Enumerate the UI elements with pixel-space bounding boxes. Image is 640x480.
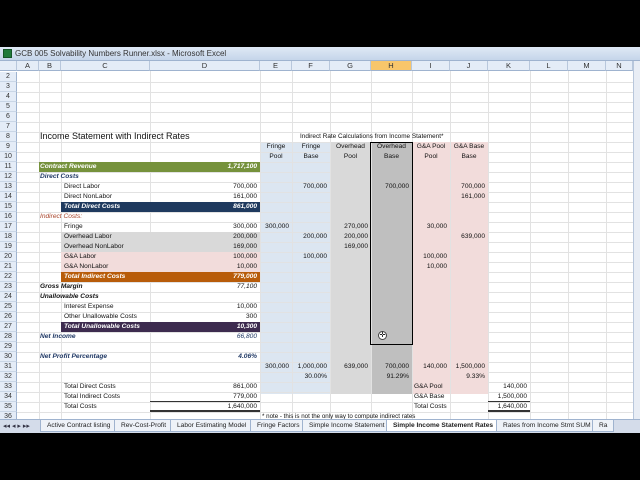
overhead-nonlabor-value[interactable]: 169,000 <box>233 243 257 250</box>
calc-cell[interactable]: 10,000 <box>426 263 447 270</box>
title-bar <box>0 47 640 61</box>
sheet-tab[interactable]: Labor Estimating Model <box>170 420 253 432</box>
interest-expense-value[interactable]: 10,000 <box>236 303 257 310</box>
hdr-overhead-pool-2: Pool <box>343 153 358 160</box>
row-header[interactable]: 15 <box>0 202 17 212</box>
total-indirect-value[interactable]: 779,000 <box>233 273 257 280</box>
hdr-overhead-base: Overhead <box>377 143 406 150</box>
gross-margin-value[interactable]: 77,100 <box>236 283 257 290</box>
column-header[interactable]: B <box>39 61 61 71</box>
indirect-costs-heading[interactable]: Indirect Costs: <box>40 213 83 220</box>
row-header[interactable]: 8 <box>0 132 17 142</box>
column-header[interactable]: N <box>606 61 633 71</box>
totals-ga-pool-value[interactable]: 140,000 <box>503 383 527 390</box>
calc-cell[interactable]: 300,000 <box>265 223 289 230</box>
column-header[interactable]: I <box>412 61 450 71</box>
hdr-fringe-base: Fringe <box>301 143 321 150</box>
direct-nonlabor-value[interactable]: 161,000 <box>233 193 257 200</box>
hdr-ga-pool-2: Pool <box>424 153 438 160</box>
calc-cell[interactable]: 30,000 <box>426 223 447 230</box>
row-header[interactable]: 5 <box>0 102 17 112</box>
row-header[interactable]: 19 <box>0 242 17 252</box>
row-header[interactable]: 25 <box>0 302 17 312</box>
ga-labor-label[interactable]: G&A Labor <box>64 253 97 260</box>
row-header[interactable]: 30 <box>0 352 17 362</box>
row-header[interactable]: 11 <box>0 162 17 172</box>
row-header[interactable]: 13 <box>0 182 17 192</box>
totals-direct-value[interactable]: 861,000 <box>233 383 257 390</box>
totals-costs-value[interactable]: 1,640,000 <box>150 402 260 412</box>
hdr-ga-pool: G&A Pool <box>416 143 446 150</box>
hdr-fringe-pool: Fringe <box>266 143 286 150</box>
column-header[interactable]: J <box>450 61 488 71</box>
hdr-ga-base: G&A Base <box>453 143 485 150</box>
calc-cell[interactable]: 161,000 <box>461 193 485 200</box>
excel-window <box>0 47 640 433</box>
net-profit-pct-value[interactable]: 4.06% <box>238 353 257 360</box>
ga-nonlabor-label[interactable]: G&A NonLabor <box>64 263 109 270</box>
calc-heading: Indirect Rate Calculations from Income Statement* <box>300 133 444 140</box>
hdr-overhead-pool: Overhead <box>336 143 365 150</box>
calc-sum[interactable]: 140,000 <box>423 363 447 370</box>
row-header[interactable]: 31 <box>0 362 17 372</box>
column-header[interactable]: A <box>17 61 39 71</box>
row-header[interactable]: 32 <box>0 372 17 382</box>
row-header[interactable]: 14 <box>0 192 17 202</box>
column-header[interactable]: F <box>292 61 330 71</box>
column-header[interactable]: L <box>530 61 568 71</box>
column-header-selected[interactable]: H <box>371 61 412 71</box>
footnote: * note - this is not the only way to compute indirect rates <box>262 413 416 419</box>
sheet-tab[interactable]: Ra <box>592 420 614 432</box>
totals-ga-pool-label[interactable]: G&A Pool <box>414 383 443 390</box>
row-header[interactable]: 21 <box>0 262 17 272</box>
hdr-overhead-base-2: Base <box>383 153 400 160</box>
gross-margin-label[interactable]: Gross Margin <box>40 283 83 290</box>
row-header[interactable]: 29 <box>0 342 17 352</box>
row-header[interactable]: 12 <box>0 172 17 182</box>
spreadsheet-grid[interactable] <box>0 61 640 419</box>
fringe-band <box>260 142 330 394</box>
calc-cell[interactable]: 100,000 <box>303 253 327 260</box>
calc-cell[interactable]: 169,000 <box>344 243 368 250</box>
totals-ga-base-label[interactable]: G&A Base <box>414 393 445 400</box>
tab-nav-arrows-icon[interactable]: ◂◂ ◂ ▸ ▸▸ <box>3 423 30 430</box>
row-header[interactable]: 3 <box>0 82 17 92</box>
calc-cell[interactable]: 270,000 <box>344 223 368 230</box>
window-title: GCB 005 Solvability Numbers Runner.xlsx - Microsoft Excel <box>15 49 227 58</box>
fringe-value[interactable]: 300,000 <box>233 223 257 230</box>
calc-cell[interactable]: 700,000 <box>385 183 409 190</box>
row-header[interactable]: 9 <box>0 142 17 152</box>
row-header[interactable]: 18 <box>0 232 17 242</box>
totals-costs-r-value[interactable]: 1,640,000 <box>488 402 530 412</box>
total-unallowable-value[interactable]: 10,300 <box>236 323 257 330</box>
totals-indirect-value[interactable]: 779,000 <box>150 392 260 402</box>
row-header[interactable]: 22 <box>0 272 17 282</box>
calc-sum[interactable]: 1,000,000 <box>297 363 327 370</box>
ga-labor-value[interactable]: 100,000 <box>233 253 257 260</box>
row-header[interactable]: 23 <box>0 282 17 292</box>
row-header[interactable]: 33 <box>0 382 17 392</box>
sheet-title: Income Statement with Indirect Rates <box>40 131 190 141</box>
column-header[interactable]: M <box>568 61 606 71</box>
row-header[interactable]: 6 <box>0 112 17 122</box>
total-direct-label[interactable]: Total Direct Costs <box>64 203 121 210</box>
row-header[interactable]: 16 <box>0 212 17 222</box>
direct-labor-label[interactable]: Direct Labor <box>64 183 100 190</box>
column-header[interactable]: D <box>150 61 260 71</box>
overhead-rate[interactable]: 91.29% <box>386 373 409 380</box>
column-header[interactable]: K <box>488 61 530 71</box>
row-header[interactable]: 27 <box>0 322 17 332</box>
totals-direct-label[interactable]: Total Direct Costs <box>64 383 116 390</box>
row-header[interactable]: 7 <box>0 122 17 132</box>
total-direct-value[interactable]: 861,000 <box>233 203 257 210</box>
direct-labor-value[interactable]: 700,000 <box>233 183 257 190</box>
hdr-fringe-pool-2: Pool <box>269 153 283 160</box>
overhead-labor-value[interactable]: 200,000 <box>233 233 257 240</box>
contract-revenue-value[interactable]: 1,717,100 <box>227 163 257 170</box>
totals-ga-base-value[interactable]: 1,500,000 <box>488 392 530 402</box>
fringe-label[interactable]: Fringe <box>64 223 83 230</box>
calc-sum[interactable]: 300,000 <box>265 363 289 370</box>
sheet-tab[interactable]: Simple Income Statement <box>302 420 392 432</box>
fringe-rate[interactable]: 30.00% <box>304 373 327 380</box>
vertical-scrollbar[interactable] <box>633 61 640 419</box>
sheet-tab[interactable]: Active Contract listing <box>40 420 117 432</box>
hdr-fringe-base-2: Base <box>303 153 319 160</box>
overhead-labor-label[interactable]: Overhead Labor <box>64 233 112 240</box>
column-header[interactable]: C <box>61 61 150 71</box>
column-h-selection[interactable] <box>370 142 413 345</box>
row-header[interactable]: 28 <box>0 332 17 342</box>
row-header[interactable]: 2 <box>0 72 17 82</box>
row-header[interactable]: 35 <box>0 402 17 412</box>
net-income-value[interactable]: 66,800 <box>236 333 257 340</box>
sheet-tab[interactable]: Fringe Factors <box>250 420 307 432</box>
calc-sum[interactable]: 639,000 <box>344 363 368 370</box>
totals-indirect-label[interactable]: Total Indirect Costs <box>64 393 121 400</box>
hdr-ga-base-2: Base <box>461 153 477 160</box>
other-unallowable-label[interactable]: Other Unallowable Costs <box>64 313 137 320</box>
totals-costs-r-label[interactable]: Total Costs <box>414 403 447 410</box>
row-header[interactable]: 26 <box>0 312 17 322</box>
column-header[interactable]: E <box>260 61 292 71</box>
row-header[interactable]: 36 <box>0 412 17 419</box>
sheet-tab-active[interactable]: Simple Income Statement Rates <box>386 420 500 432</box>
row-header[interactable]: 34 <box>0 392 17 402</box>
direct-nonlabor-label[interactable]: Direct NonLabor <box>64 193 113 200</box>
row-header[interactable]: 17 <box>0 222 17 232</box>
total-unallowable-label[interactable]: Total Unallowable Costs <box>64 323 140 330</box>
row-header[interactable]: 4 <box>0 92 17 102</box>
totals-costs-label[interactable]: Total Costs <box>64 403 97 410</box>
calc-cell[interactable]: 100,000 <box>423 253 447 260</box>
direct-costs-heading[interactable]: Direct Costs <box>40 173 79 180</box>
row-header[interactable]: 20 <box>0 252 17 262</box>
select-all-corner[interactable] <box>0 61 17 71</box>
calc-cell[interactable]: 200,000 <box>344 233 368 240</box>
ga-rate[interactable]: 9.33% <box>466 373 485 380</box>
calc-sum[interactable]: 1,500,000 <box>455 363 485 370</box>
row-header[interactable]: 10 <box>0 152 17 162</box>
overhead-nonlabor-label[interactable]: Overhead NonLabor <box>64 243 124 250</box>
sheet-tab[interactable]: Rates from Income Stmt SUM <box>496 420 598 432</box>
calc-cell[interactable]: 700,000 <box>303 183 327 190</box>
calc-cell[interactable]: 200,000 <box>303 233 327 240</box>
ga-nonlabor-value[interactable]: 10,000 <box>236 263 257 270</box>
unallowable-costs-heading[interactable]: Unallowable Costs <box>40 293 99 300</box>
net-profit-pct-label[interactable]: Net Profit Percentage <box>40 353 108 360</box>
calc-cell[interactable]: 700,000 <box>461 183 485 190</box>
interest-expense-label[interactable]: Interest Expense <box>64 303 114 310</box>
other-unallowable-value[interactable]: 300 <box>245 313 257 320</box>
row-header[interactable]: 24 <box>0 292 17 302</box>
calc-cell[interactable]: 639,000 <box>461 233 485 240</box>
cursor-icon: ✛ <box>379 332 386 339</box>
overhead-pool-band <box>330 142 371 394</box>
total-indirect-label[interactable]: Total Indirect Costs <box>64 273 126 280</box>
excel-app-icon <box>3 49 12 58</box>
net-income-label[interactable]: Net Income <box>40 333 76 340</box>
column-header[interactable]: G <box>330 61 371 71</box>
sheet-tab[interactable]: Rev-Cost-Profit <box>114 420 173 432</box>
contract-revenue-label[interactable]: Contract Revenue <box>40 163 97 170</box>
sheet-tab-bar <box>0 419 640 433</box>
calc-sum[interactable]: 700,000 <box>385 363 409 370</box>
